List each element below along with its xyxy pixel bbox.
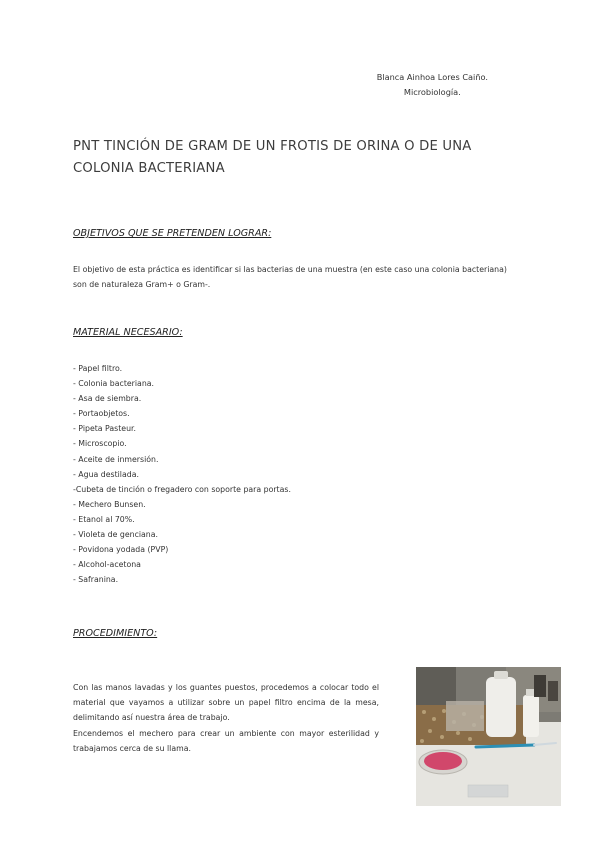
author-subject: Microbiología. xyxy=(403,87,461,97)
objectives-text: El objetivo de esta práctica es identificar si las bacterias de una muestra (en este caso una colonia bacteriana) son de naturaleza Gram+ o Gram-. xyxy=(73,265,507,289)
list-item: - Violeta de genciana. xyxy=(73,530,159,540)
author-name: Blanca Ainhoa Lores Caiño. xyxy=(376,72,488,82)
list-item: - Microscopio. xyxy=(73,439,127,449)
procedure-paragraph: Con las manos lavadas y los guantes puestos, procedemos a colocar todo el material que vayamos a utilizar sobre un papel filtro encima de la mesa, delimitando así nuestra área de trabajo. xyxy=(73,683,379,723)
procedure-text xyxy=(73,680,379,756)
list-item: - Agua destilada. xyxy=(73,469,139,479)
list-item: - Aceite de inmersión. xyxy=(73,454,159,464)
material-heading: MATERIAL NECESARIO: xyxy=(73,327,183,338)
procedure-paragraph: Encendemos el mechero para crear un ambiente con mayor esterilidad y trabajamos cerca de su llama. xyxy=(73,728,379,753)
lab-bench-photo xyxy=(416,667,561,806)
author-block xyxy=(377,70,488,100)
list-item: - Safranina. xyxy=(73,575,119,585)
list-item: - Asa de siembra. xyxy=(73,394,142,404)
list-item: - Alcohol-acetona xyxy=(73,560,141,570)
material-list xyxy=(73,361,291,587)
list-item: - Colonia bacteriana. xyxy=(73,379,155,389)
list-item: - Papel filtro. xyxy=(73,364,123,373)
objectives-heading: OBJETIVOS QUE SE PRETENDEN LOGRAR: xyxy=(73,228,272,239)
list-item: - Etanol al 70%. xyxy=(73,514,135,524)
list-item: - Portaobjetos. xyxy=(73,409,130,419)
page-title: PNT TINCIÓN DE GRAM DE UN FROTIS DE ORINA O DE UNA COLONIA BACTERIANA xyxy=(73,139,472,176)
list-item: -Cubeta de tinción o fregadero con soporte para portas. xyxy=(73,484,291,494)
procedure-heading: PROCEDIMIENTO: xyxy=(73,628,158,639)
list-item: - Pipeta Pasteur. xyxy=(73,424,137,434)
list-item: - Povidona yodada (PVP) xyxy=(73,545,169,555)
list-item: - Mechero Bunsen. xyxy=(73,499,146,509)
